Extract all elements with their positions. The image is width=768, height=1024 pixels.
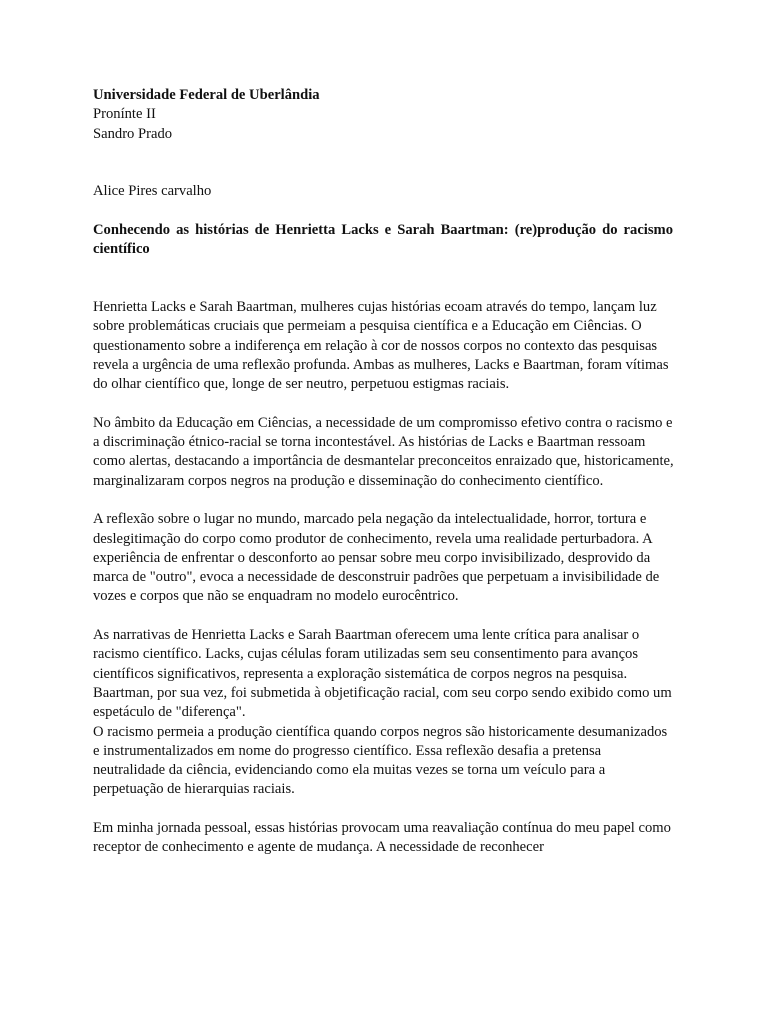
- document-title: Conhecendo as histórias de Henrietta Lacks e Sarah Baartman: (re)produção do racismo científico: [93, 222, 673, 258]
- paragraph-4: As narrativas de Henrietta Lacks e Sarah Baartman oferecem uma lente crítica para analisar o racismo científico. Lacks, cujas células foram utilizadas sem seu consentimento para avanços científicos significativos, representa a exploração sistemática de corpos negros na pesquisa. Baartman, por sua vez, foi submetida à objetificação racial, com seu corpo sendo exibido como um espetáculo de "diferença".: [93, 627, 672, 721]
- paragraph-2: No âmbito da Educação em Ciências, a necessidade de um compromisso efetivo contra o racismo e a discriminação étnico-racial se torna incontestável. As histórias de Lacks e Baartman ressoam como alertas, destacando a importância de desmantelar preconceitos enraizado que, historicamente, marginalizaram corpos negros na produção e disseminação do conhecimento científico.: [93, 414, 674, 489]
- paragraph-1: Henrietta Lacks e Sarah Baartman, mulheres cujas histórias ecoam através do tempo, lançam luz sobre problemáticas cruciais que permeiam a pesquisa científica e a Educação em Ciências. O questionamento sobre a indiferença em relação à cor de nossos corpos no contexto das pesquisas revela a urgência de uma reflexão profunda. Ambas as mulheres, Lacks e Baartman, foram vítimas do olhar científico que, longe de ser neutro, perpetuou estigmas raciais.: [93, 299, 669, 393]
- paragraph-6: Em minha jornada pessoal, essas histórias provocam uma reavaliação contínua do meu papel como receptor de conhecimento e agente de mudança. A necessidade de reconhecer: [93, 820, 671, 856]
- course-name: Pronínte II: [93, 106, 156, 123]
- author-name: Alice Pires carvalho: [93, 183, 212, 199]
- professor-name: Sandro Prado: [93, 125, 173, 142]
- paragraph-5: O racismo permeia a produção científica quando corpos negros são historicamente desumanizados e instrumentalizados em nome do progresso científico. Essa reflexão desafia a pretensa neutralidade da ciência, evidenciando como ela muitas vezes se torna um veículo para a perpetuação de hierarquias raciais.: [93, 723, 668, 798]
- paragraph-3: A reflexão sobre o lugar no mundo, marcado pela negação da intelectualidade, horror, tortura e deslegitimação do corpo como produtor de conhecimento, revela uma realidade perturbadora. A experiência de enfrentar o desconforto ao pensar sobre meu corpo invisibilizado, desprovido da marca de "outro", evoca a necessidade de desconstruir padrões que perpetuam a invisibilidade de vozes e corpos que não se enquadram no modelo eurocêntrico.: [93, 511, 660, 605]
- university-name: Universidade Federal de Uberlândia: [93, 87, 320, 103]
- document-header: [93, 86, 673, 144]
- document-body: [93, 298, 676, 858]
- document-page: [93, 86, 674, 856]
